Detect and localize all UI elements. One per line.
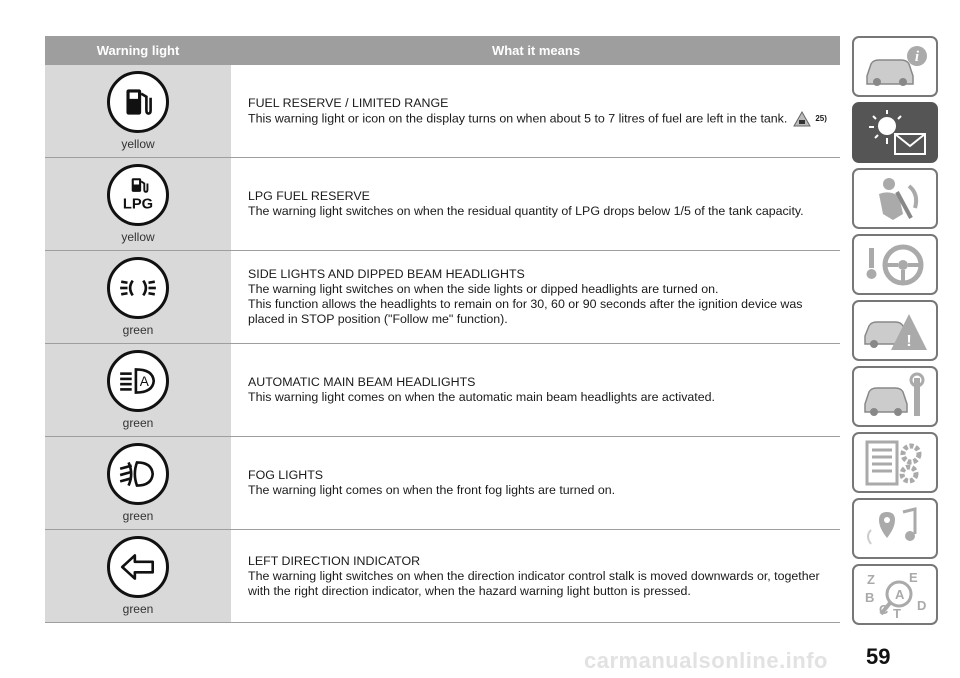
- svg-text:A: A: [895, 586, 905, 602]
- left-arrow-icon: [107, 536, 169, 598]
- description-cell: [231, 158, 840, 250]
- table-row: [45, 530, 840, 623]
- table-row: [45, 65, 840, 158]
- row-title: SIDE LIGHTS AND DIPPED BEAM HEADLIGHTS: [248, 267, 525, 281]
- reference-number: 25): [815, 114, 827, 123]
- light-color: green: [122, 416, 154, 430]
- table-row: [45, 437, 840, 530]
- row-title: LPG FUEL RESERVE: [248, 189, 370, 203]
- row-text: The warning light comes on when the front fog lights are turned on.: [248, 483, 616, 497]
- light-color: green: [122, 323, 154, 337]
- technical-data-icon: [859, 438, 931, 488]
- description-cell: [231, 530, 840, 622]
- warning-lights-icon: [859, 108, 931, 158]
- car-info-icon: [859, 42, 931, 92]
- svg-text:Z: Z: [867, 571, 875, 587]
- auto-main-beam-icon: [107, 350, 169, 412]
- car-wrench-icon: [859, 372, 931, 422]
- header-what-it-means: What it means: [491, 43, 581, 58]
- tab-index[interactable]: [852, 564, 938, 625]
- light-color: green: [122, 602, 154, 616]
- table-row: [45, 251, 840, 344]
- svg-text:A: A: [139, 374, 149, 390]
- header-warning-light: Warning light: [96, 43, 180, 58]
- page-number: 59: [866, 644, 891, 669]
- icon-cell: [45, 251, 231, 343]
- emergency-icon: [859, 306, 931, 356]
- row-text: The warning light switches on when the residual quantity of LPG drops below 1/5 of the tank capacity.: [248, 204, 804, 218]
- row-title: LEFT DIRECTION INDICATOR: [248, 553, 421, 568]
- svg-text:E: E: [909, 569, 918, 585]
- description-cell: [231, 344, 840, 436]
- description-cell: [231, 437, 840, 529]
- tab-maintenance[interactable]: [852, 366, 938, 427]
- light-color: green: [122, 509, 154, 523]
- light-color: yellow: [121, 137, 155, 151]
- chapter-tabs: [852, 36, 942, 630]
- row-title: AUTOMATIC MAIN BEAM HEADLIGHTS: [248, 375, 476, 389]
- lpg-icon: [107, 164, 169, 226]
- warning-reference-icon: [793, 111, 811, 127]
- row-text: This warning light or icon on the display turns on when about 5 to 7 litres of fuel are left in the tank. 25): [248, 110, 827, 125]
- icon-cell: [45, 158, 231, 250]
- row-text: The warning light switches on when the direction indicator control stalk is moved downwards or, together with the right direction indicator, when the hazard warning light button is pressed.: [248, 568, 820, 598]
- safety-icon: [859, 174, 931, 224]
- svg-text:B: B: [865, 589, 875, 605]
- svg-text:LPG: LPG: [122, 196, 154, 213]
- svg-text:T: T: [893, 605, 901, 620]
- description-cell: [231, 251, 840, 343]
- table-row: [45, 158, 840, 251]
- description-cell: [231, 65, 840, 157]
- multimedia-icon: [859, 504, 931, 554]
- row-title: FOG LIGHTS: [248, 468, 324, 482]
- icon-cell: [45, 530, 231, 622]
- row-text: This function allows the headlights to remain on for 30, 60 or 90 seconds after the ignition device was placed in STOP position ("Follow me" function).: [248, 297, 803, 326]
- watermark: carmanualsonline.info: [584, 648, 828, 673]
- warning-lights-table: [45, 36, 840, 623]
- tab-warning-lights[interactable]: [852, 102, 938, 163]
- side-lights-icon: [107, 257, 169, 319]
- svg-text:i: i: [914, 48, 920, 65]
- svg-text:D: D: [917, 597, 927, 613]
- fog-lights-icon: [107, 443, 169, 505]
- row-title: FUEL RESERVE / LIMITED RANGE: [248, 95, 449, 110]
- tab-car-info[interactable]: [852, 36, 938, 97]
- icon-cell: [45, 344, 231, 436]
- icon-cell: [45, 65, 231, 157]
- table-header: [45, 36, 840, 65]
- index-icon: [859, 570, 931, 620]
- tab-emergency[interactable]: [852, 300, 938, 361]
- tab-starting-driving[interactable]: [852, 234, 938, 295]
- fuel-pump-icon: [107, 71, 169, 133]
- row-text: The warning light switches on when the side lights or dipped headlights are turned on.: [248, 282, 719, 296]
- svg-text:C: C: [879, 601, 889, 617]
- row-text: This warning light comes on when the automatic main beam headlights are activated.: [248, 390, 715, 404]
- tab-technical-data[interactable]: [852, 432, 938, 493]
- tab-multimedia[interactable]: [852, 498, 938, 559]
- table-row: [45, 344, 840, 437]
- svg-text:!: !: [906, 332, 912, 350]
- icon-cell: [45, 437, 231, 529]
- steering-wheel-icon: [859, 240, 931, 290]
- light-color: yellow: [121, 230, 155, 244]
- tab-safety[interactable]: [852, 168, 938, 229]
